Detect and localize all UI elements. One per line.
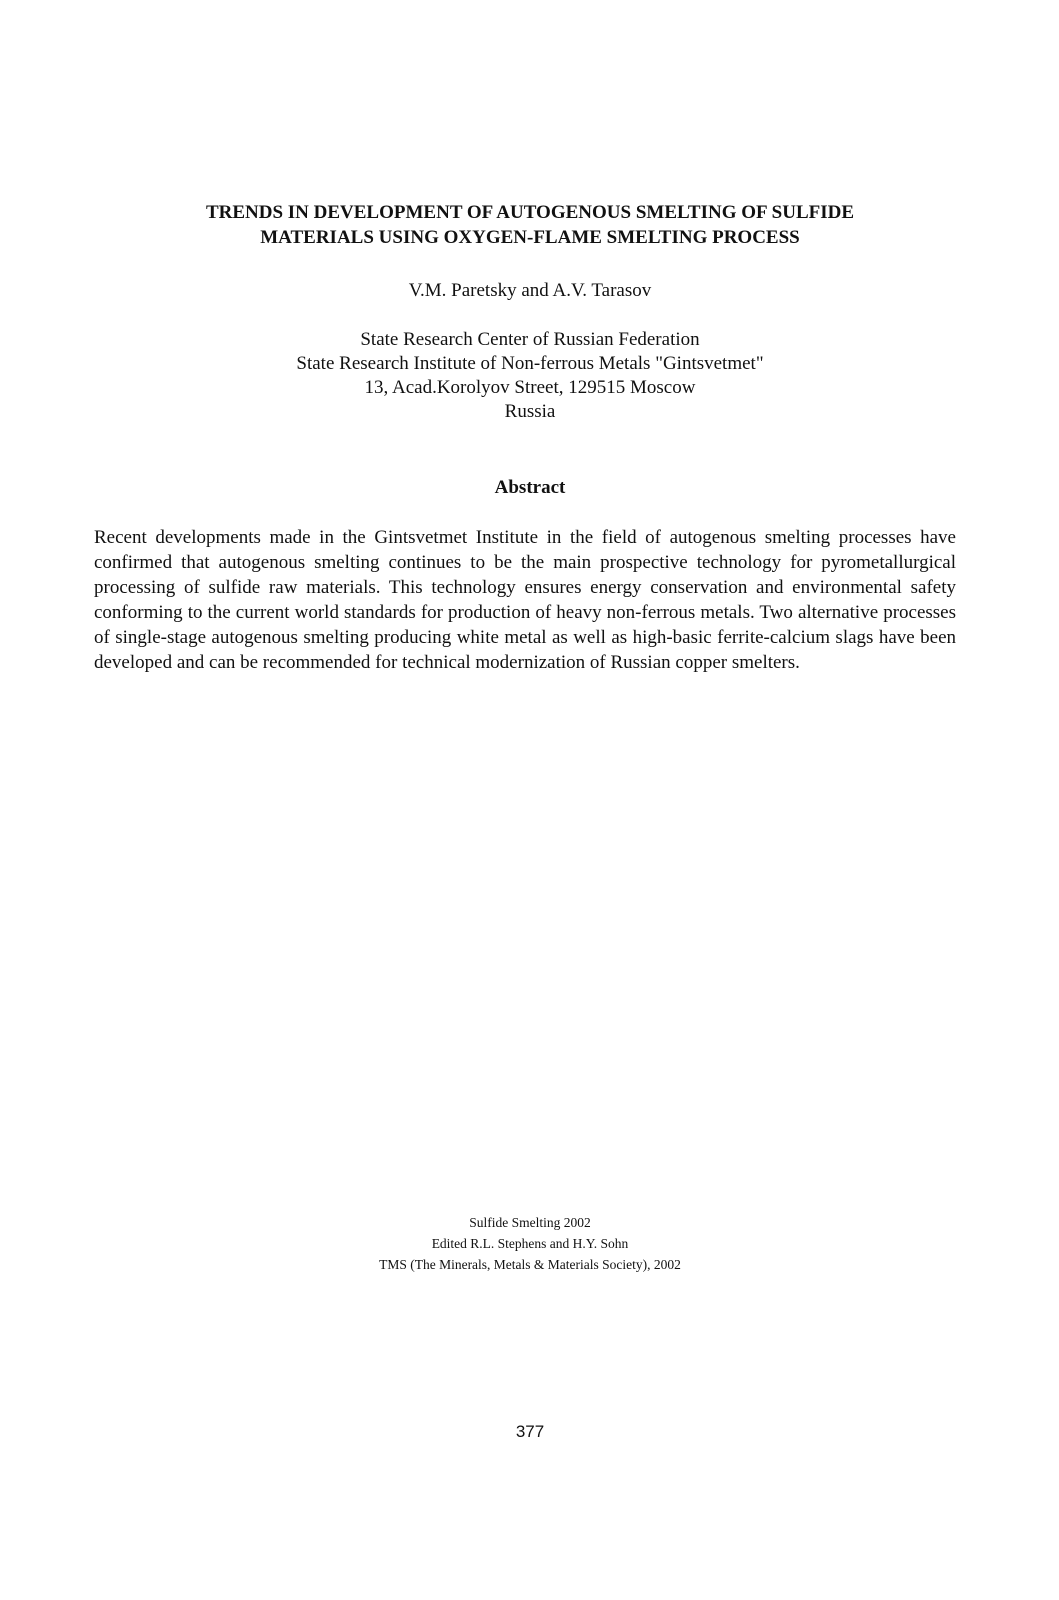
- paper-title: [80, 200, 980, 250]
- paper-title-line-1: TRENDS IN DEVELOPMENT OF AUTOGENOUS SMELTING OF SULFIDE: [205, 202, 855, 223]
- proceedings-line: Edited R.L. Stephens and H.Y. Sohn: [431, 1236, 629, 1251]
- authors: V.M. Paretsky and A.V. Tarasov: [408, 280, 652, 301]
- proceedings-info: [80, 1212, 980, 1275]
- abstract-heading: Abstract: [494, 477, 566, 498]
- affiliation-line: 13, Acad.Korolyov Street, 129515 Moscow: [364, 377, 696, 398]
- affiliation-line: Russia: [504, 401, 556, 422]
- affiliation-line: State Research Center of Russian Federation: [360, 329, 700, 350]
- proceedings-line: Sulfide Smelting 2002: [469, 1215, 591, 1230]
- affiliation: [80, 328, 980, 424]
- proceedings-line: TMS (The Minerals, Metals & Materials Society), 2002: [379, 1257, 681, 1272]
- abstract-text: Recent developments made in the Gintsvetmet Institute in the field of autogenous smelting processes have confirmed that autogenous smelting continues to be the main prospective technology for pyrometallurgical processing of sulfide raw materials. This technology ensures energy conservation and environmental safety conforming to the current world standards for production of heavy non-ferrous metals. Two alternative processes of single-stage autogenous smelting producing white metal as well as high-basic ferrite-calcium slags have been developed and can be recommended for technical modernization of Russian copper smelters.: [94, 527, 956, 673]
- paper-title-line-2: MATERIALS USING OXYGEN-FLAME SMELTING PROCESS: [260, 227, 800, 248]
- page-number: 377: [515, 1422, 545, 1441]
- affiliation-line: State Research Institute of Non-ferrous Metals "Gintsvetmet": [296, 353, 764, 374]
